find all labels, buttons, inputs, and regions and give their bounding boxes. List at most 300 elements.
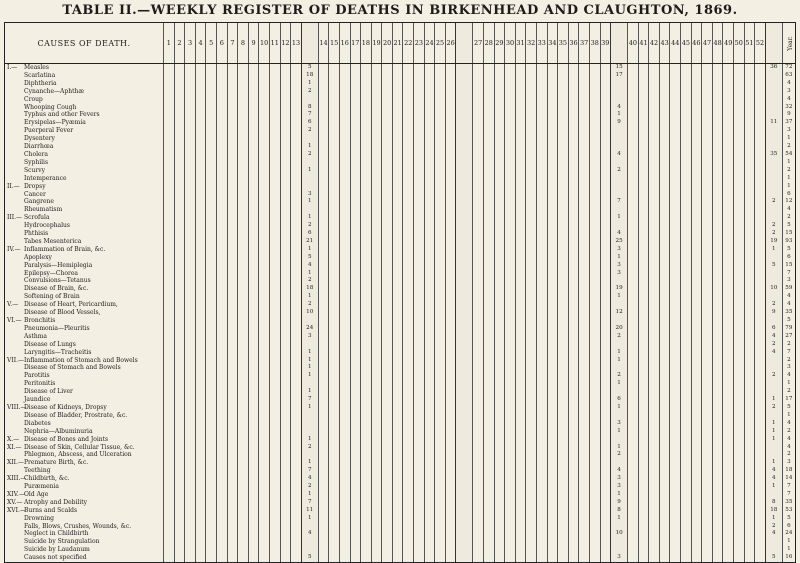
- cause-cell: [5, 277, 164, 285]
- week-cell: [318, 349, 329, 357]
- quarter-total-cell: 10: [301, 309, 318, 317]
- cause-cell: [5, 80, 164, 88]
- week-cell: [371, 175, 382, 183]
- week-cell: [361, 333, 372, 341]
- week-cell: [339, 127, 350, 135]
- week-cell: [174, 96, 185, 104]
- week-cell: [579, 499, 590, 507]
- week-cell: [227, 538, 238, 546]
- week-cell: [547, 214, 558, 222]
- week-cell: [628, 475, 639, 483]
- week-cell: [329, 111, 340, 119]
- quarter-total-cell: [456, 428, 473, 436]
- week-cell: [744, 270, 755, 278]
- week-cell: [536, 143, 547, 151]
- quarter-total-cell: [456, 262, 473, 270]
- week-cell: [392, 372, 403, 380]
- year-total-cell: 1: [782, 412, 795, 420]
- week-cell: [568, 475, 579, 483]
- week-cell: [195, 127, 206, 135]
- week-cell: [494, 451, 505, 459]
- week-cell: [515, 64, 526, 72]
- week-cell: [238, 285, 249, 293]
- cause-label: Disease of Blood Vessels,: [24, 309, 101, 317]
- table-row: [5, 135, 796, 143]
- week-cell: [174, 451, 185, 459]
- week-cell: [589, 301, 600, 309]
- week-cell: [361, 80, 372, 88]
- week-cell: [318, 475, 329, 483]
- table-row: [5, 341, 796, 349]
- week-cell: [371, 285, 382, 293]
- week-cell: [227, 88, 238, 96]
- week-cell: [505, 191, 516, 199]
- quarter-total-cell: [456, 459, 473, 467]
- week-cell: [445, 349, 456, 357]
- week-cell: [659, 507, 670, 515]
- quarter-total-cell: 1: [611, 111, 628, 119]
- week-cell: [248, 262, 259, 270]
- week-cell: [744, 198, 755, 206]
- week-cell: [227, 491, 238, 499]
- week-cell: [445, 546, 456, 554]
- week-cell: [579, 523, 590, 531]
- week-cell: [568, 206, 579, 214]
- week-cell: [339, 538, 350, 546]
- week-cell: [259, 349, 270, 357]
- week-cell: [217, 151, 228, 159]
- cause-cell: [5, 372, 164, 380]
- cause-cell: [5, 285, 164, 293]
- week-cell: [659, 459, 670, 467]
- week-cell: [414, 111, 425, 119]
- week-cell: [734, 198, 745, 206]
- week-cell: [318, 135, 329, 143]
- week-cell: [638, 372, 649, 380]
- week-cell: [744, 246, 755, 254]
- week-cell: [164, 459, 175, 467]
- week-cell: [589, 412, 600, 420]
- week-cell: [505, 111, 516, 119]
- year-total-cell: 5: [782, 317, 795, 325]
- week-cell: [638, 119, 649, 127]
- week-cell: [174, 293, 185, 301]
- week-cell: [227, 349, 238, 357]
- week-cell: [589, 515, 600, 523]
- week-cell: [702, 301, 713, 309]
- week-cell: [473, 420, 484, 428]
- week-cell: [339, 309, 350, 317]
- week-cell: [164, 135, 175, 143]
- week-cell: [392, 64, 403, 72]
- week-cell: [424, 159, 435, 167]
- week-cell: [174, 143, 185, 151]
- week-cell: [600, 428, 611, 436]
- week-cell: [435, 88, 446, 96]
- week-cell: [659, 222, 670, 230]
- week-cell: [339, 214, 350, 222]
- week-cell: [238, 499, 249, 507]
- year-total-cell: 12: [782, 198, 795, 206]
- week-cell: [329, 293, 340, 301]
- week-cell: [435, 396, 446, 404]
- week-cell: [628, 230, 639, 238]
- week-cell: [744, 230, 755, 238]
- week-cell: [702, 127, 713, 135]
- week-cell: [318, 507, 329, 515]
- week-cell: [164, 436, 175, 444]
- week-cell: [659, 80, 670, 88]
- week-cell: [361, 467, 372, 475]
- week-cell: [445, 198, 456, 206]
- week-cell: [350, 428, 361, 436]
- week-cell: [227, 333, 238, 341]
- week-cell: [473, 538, 484, 546]
- week-cell: [403, 317, 414, 325]
- week-cell: [280, 238, 291, 246]
- week-cell: [280, 325, 291, 333]
- week-cell: [723, 270, 734, 278]
- table-row: [5, 412, 796, 420]
- week-cell: [483, 380, 494, 388]
- quarter-total-cell: 1: [611, 444, 628, 452]
- week-cell: [371, 451, 382, 459]
- week-cell: [589, 214, 600, 222]
- week-cell: [638, 206, 649, 214]
- week-cell: [392, 530, 403, 538]
- week-cell: [269, 222, 280, 230]
- week-cell: [371, 104, 382, 112]
- week-cell: [558, 491, 569, 499]
- week-cell: [185, 230, 196, 238]
- week-cell: [259, 554, 270, 562]
- week-cell: [206, 254, 217, 262]
- week-cell: [649, 151, 660, 159]
- week-cell: [505, 444, 516, 452]
- week-cell: [659, 436, 670, 444]
- week-cell: [568, 262, 579, 270]
- week-cell: [280, 135, 291, 143]
- week-cell: [291, 530, 302, 538]
- week-cell: [361, 72, 372, 80]
- year-total-cell: 4: [782, 80, 795, 88]
- week-cell: [164, 467, 175, 475]
- quarter-total-cell: 7: [301, 396, 318, 404]
- week-cell: [589, 530, 600, 538]
- quarter-total-cell: 2: [301, 277, 318, 285]
- week-cell: [589, 198, 600, 206]
- week-cell: [712, 246, 723, 254]
- week-cell: [723, 523, 734, 531]
- week-cell: [185, 238, 196, 246]
- week-cell: [291, 80, 302, 88]
- week-cell: [494, 396, 505, 404]
- week-cell: [195, 96, 206, 104]
- week-cell: [424, 119, 435, 127]
- week-cell: [403, 143, 414, 151]
- week-cell: [681, 254, 692, 262]
- week-cell: [755, 538, 766, 546]
- week-cell: [217, 277, 228, 285]
- week-cell: [681, 72, 692, 80]
- table-row: [5, 301, 796, 309]
- week-cell: [291, 104, 302, 112]
- week-cell: [291, 183, 302, 191]
- week-cell: [206, 475, 217, 483]
- week-cell: [435, 72, 446, 80]
- week-cell: [164, 364, 175, 372]
- quarter-total-cell: [611, 341, 628, 349]
- week-cell: [734, 538, 745, 546]
- week-cell: [280, 388, 291, 396]
- class-number: XV.—: [7, 498, 23, 506]
- week-cell: [568, 64, 579, 72]
- week-cell: [702, 198, 713, 206]
- week-cell: [659, 357, 670, 365]
- week-cell: [291, 554, 302, 562]
- week-cell: [392, 230, 403, 238]
- week-cell: [339, 198, 350, 206]
- week-cell: [755, 111, 766, 119]
- week-cell: [568, 111, 579, 119]
- week-cell: [744, 72, 755, 80]
- week-cell: [483, 357, 494, 365]
- week-cell: [473, 222, 484, 230]
- cause-label: Jaundice: [24, 396, 51, 404]
- week-cell: [558, 293, 569, 301]
- week-cell: [628, 530, 639, 538]
- week-cell: [691, 285, 702, 293]
- week-cell: [445, 270, 456, 278]
- quarter-total-cell: 2: [765, 230, 782, 238]
- week-cell: [473, 88, 484, 96]
- week-cell: [361, 143, 372, 151]
- week-cell: [238, 277, 249, 285]
- cause-cell: [5, 546, 164, 554]
- week-cell: [579, 357, 590, 365]
- week-cell: [195, 396, 206, 404]
- week-cell: [515, 341, 526, 349]
- quarter-total-cell: 1: [301, 270, 318, 278]
- week-cell: [568, 349, 579, 357]
- week-cell: [361, 499, 372, 507]
- week-cell: [329, 444, 340, 452]
- week-cell: [392, 404, 403, 412]
- week-cell: [691, 183, 702, 191]
- week-cell: [227, 238, 238, 246]
- week-cell: [206, 530, 217, 538]
- week-cell: [350, 325, 361, 333]
- week-cell: [382, 104, 393, 112]
- week-cell: [339, 396, 350, 404]
- week-cell: [589, 459, 600, 467]
- week-cell: [174, 127, 185, 135]
- quarter-total-cell: [301, 159, 318, 167]
- week-cell: [547, 183, 558, 191]
- week-cell: [723, 64, 734, 72]
- week-cell: [681, 515, 692, 523]
- week-cell: [206, 341, 217, 349]
- week-cell: [723, 459, 734, 467]
- quarter-total-cell: [456, 483, 473, 491]
- week-cell: [670, 104, 681, 112]
- week-cell: [329, 523, 340, 531]
- week-cell: [600, 404, 611, 412]
- week-cell: [238, 341, 249, 349]
- week-cell: [424, 96, 435, 104]
- week-cell: [744, 325, 755, 333]
- week-cell: [558, 467, 569, 475]
- week-cell: [318, 143, 329, 151]
- week-cell: [318, 206, 329, 214]
- page-title: TABLE II.—WEEKLY REGISTER OF DEATHS IN BIRKENHEAD AND CLAUGHTON, 1869.: [62, 3, 738, 18]
- week-cell: [659, 364, 670, 372]
- week-cell: [600, 483, 611, 491]
- cause-cell: [5, 143, 164, 151]
- cause-cell: [5, 475, 164, 483]
- week-cell: [248, 293, 259, 301]
- table-row: [5, 491, 796, 499]
- week-cell: [558, 206, 569, 214]
- week-cell: [414, 277, 425, 285]
- table-row: [5, 159, 796, 167]
- week-cell: [195, 104, 206, 112]
- week-cell: [734, 111, 745, 119]
- week-cell: [670, 246, 681, 254]
- week-cell: [744, 475, 755, 483]
- week-cell: [238, 475, 249, 483]
- week-cell: [174, 214, 185, 222]
- week-cell: [414, 96, 425, 104]
- week-cell: [435, 206, 446, 214]
- quarter-total-cell: [456, 380, 473, 388]
- week-cell: [579, 214, 590, 222]
- week-cell: [734, 546, 745, 554]
- quarter-total-cell: 8: [301, 104, 318, 112]
- week-number-header: 27: [473, 23, 484, 64]
- week-cell: [339, 96, 350, 104]
- week-cell: [164, 127, 175, 135]
- week-cell: [536, 88, 547, 96]
- week-cell: [445, 206, 456, 214]
- week-cell: [579, 412, 590, 420]
- week-cell: [291, 357, 302, 365]
- week-cell: [628, 546, 639, 554]
- week-cell: [659, 444, 670, 452]
- week-cell: [445, 293, 456, 301]
- week-cell: [291, 254, 302, 262]
- week-cell: [195, 175, 206, 183]
- week-cell: [536, 230, 547, 238]
- week-cell: [681, 507, 692, 515]
- week-cell: [589, 80, 600, 88]
- week-cell: [195, 88, 206, 96]
- week-cell: [579, 451, 590, 459]
- week-cell: [494, 191, 505, 199]
- quarter-total-cell: 1: [301, 357, 318, 365]
- week-cell: [589, 175, 600, 183]
- week-cell: [526, 72, 537, 80]
- week-cell: [536, 546, 547, 554]
- week-cell: [238, 404, 249, 412]
- week-cell: [259, 64, 270, 72]
- week-cell: [600, 523, 611, 531]
- week-cell: [659, 523, 670, 531]
- week-cell: [371, 277, 382, 285]
- week-cell: [445, 151, 456, 159]
- week-cell: [638, 349, 649, 357]
- week-cell: [227, 135, 238, 143]
- week-cell: [248, 183, 259, 191]
- week-cell: [248, 246, 259, 254]
- week-cell: [269, 325, 280, 333]
- quarter-total-cell: 7: [301, 467, 318, 475]
- week-cell: [659, 72, 670, 80]
- week-cell: [536, 349, 547, 357]
- week-cell: [558, 183, 569, 191]
- week-cell: [318, 119, 329, 127]
- week-cell: [350, 523, 361, 531]
- week-number-header: 13: [291, 23, 302, 64]
- week-cell: [755, 475, 766, 483]
- week-cell: [318, 198, 329, 206]
- week-cell: [473, 341, 484, 349]
- week-cell: [185, 127, 196, 135]
- week-cell: [734, 96, 745, 104]
- week-cell: [248, 151, 259, 159]
- quarter-total-cell: 12: [611, 309, 628, 317]
- year-total-cell: 1: [782, 538, 795, 546]
- week-cell: [435, 198, 446, 206]
- week-cell: [526, 538, 537, 546]
- week-cell: [371, 270, 382, 278]
- cause-label: Erysipelas—Pyæmia: [24, 119, 86, 127]
- week-cell: [227, 483, 238, 491]
- week-cell: [414, 428, 425, 436]
- table-header: [5, 23, 796, 64]
- week-cell: [558, 127, 569, 135]
- week-cell: [473, 364, 484, 372]
- week-cell: [755, 546, 766, 554]
- week-cell: [579, 230, 590, 238]
- quarter-total-cell: [765, 546, 782, 554]
- week-cell: [536, 364, 547, 372]
- week-cell: [217, 254, 228, 262]
- week-cell: [494, 277, 505, 285]
- week-cell: [329, 151, 340, 159]
- week-cell: [329, 357, 340, 365]
- week-cell: [350, 349, 361, 357]
- week-cell: [403, 538, 414, 546]
- year-total-cell: 7: [782, 349, 795, 357]
- week-cell: [435, 270, 446, 278]
- week-cell: [558, 301, 569, 309]
- week-cell: [483, 507, 494, 515]
- table-row: [5, 357, 796, 365]
- week-cell: [659, 143, 670, 151]
- week-cell: [755, 364, 766, 372]
- week-cell: [185, 428, 196, 436]
- week-cell: [392, 325, 403, 333]
- week-cell: [734, 491, 745, 499]
- week-number-header: 30: [505, 23, 516, 64]
- week-cell: [382, 388, 393, 396]
- week-cell: [515, 372, 526, 380]
- week-cell: [483, 301, 494, 309]
- week-cell: [568, 72, 579, 80]
- week-cell: [505, 546, 516, 554]
- week-cell: [361, 444, 372, 452]
